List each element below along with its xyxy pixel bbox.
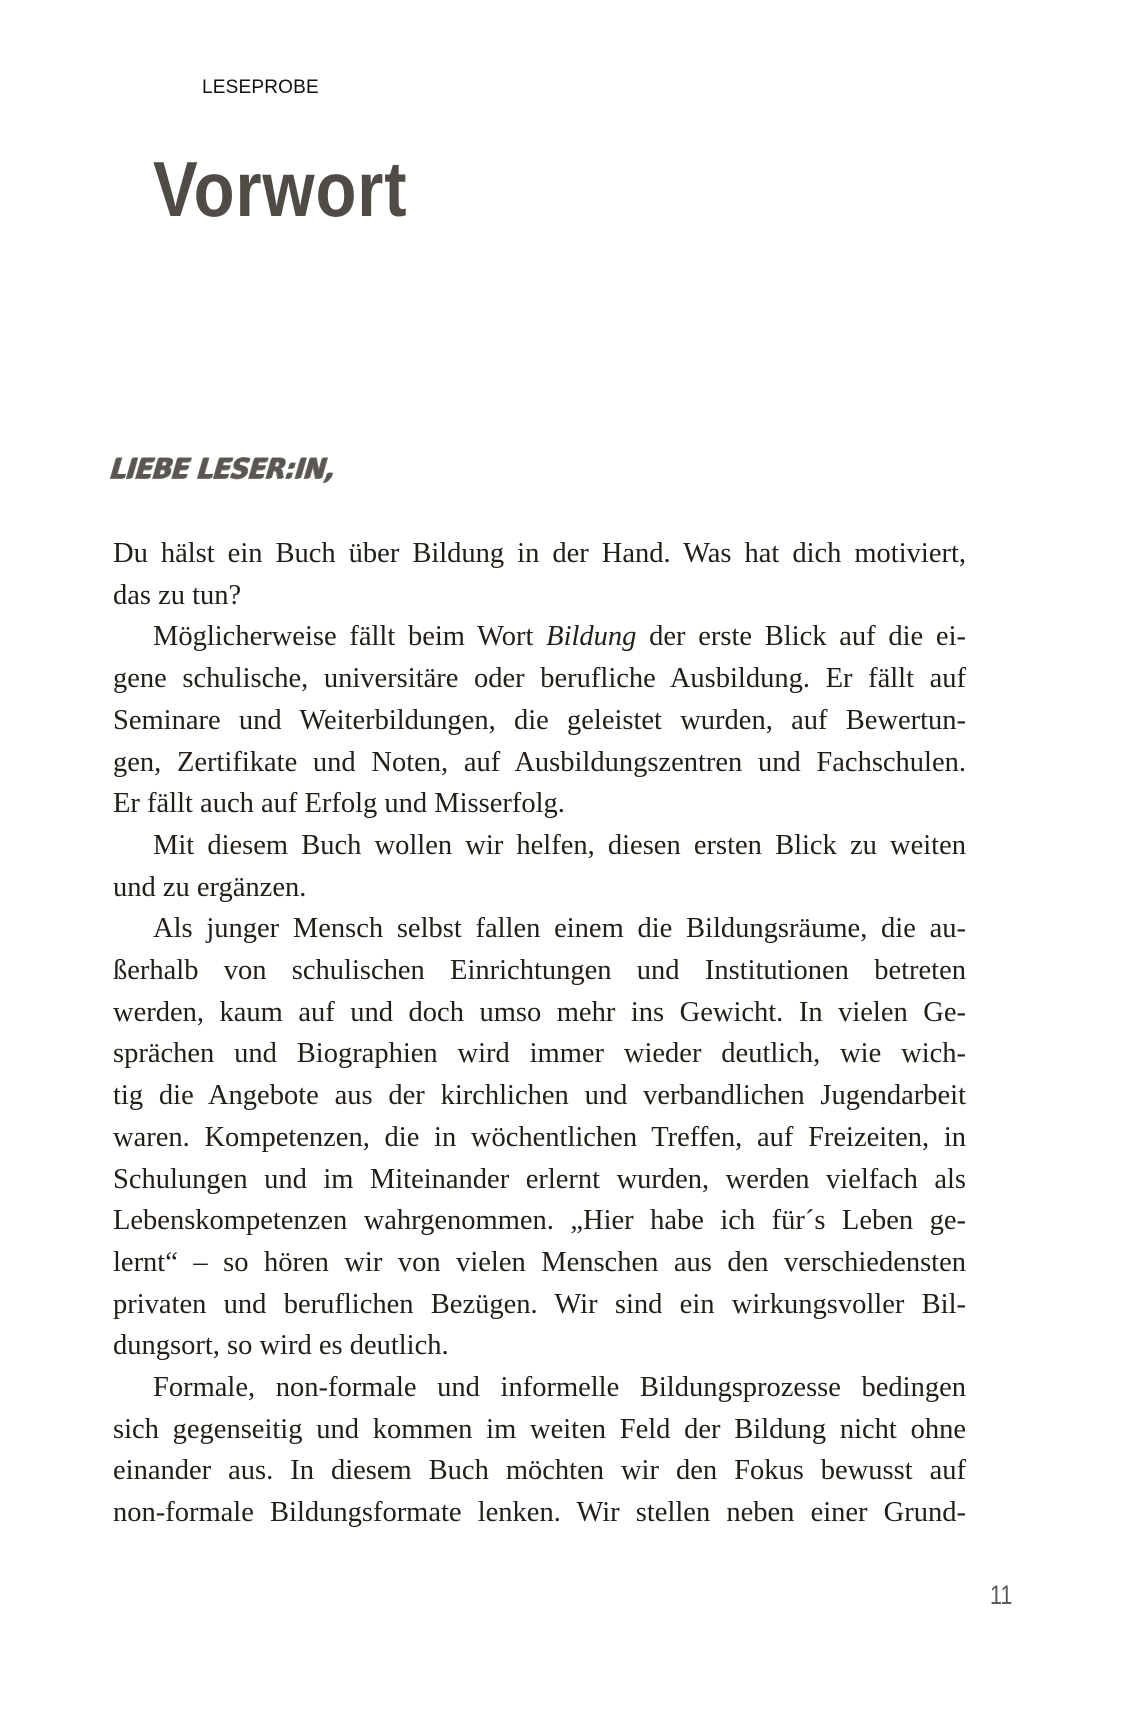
text-line: einander aus. In diesem Buch möchten wir den Fokus bewusst auf <box>113 1455 966 1487</box>
excerpt-label: LESEPROBE <box>202 77 319 98</box>
text-line: Du hälst ein Buch über Bildung in der Hand. Was hat dich motiviert, <box>113 538 966 569</box>
text-line: Mit diesem Buch wollen wir helfen, diesen ersten Blick zu weiten <box>153 829 966 861</box>
text-line: Lebenskompetenzen wahrgenommen. „Hier habe ich für´s Leben ge- <box>113 1205 966 1237</box>
text-line: tig die Angebote aus der kirchlichen und verbandlichen Jugendarbeit <box>113 1080 966 1112</box>
paragraph <box>113 1367 966 1534</box>
text-line: non-formale Bildungsformate lenken. Wir stellen neben einer Grund- <box>113 1497 966 1529</box>
text-line: das zu tun? <box>113 579 242 611</box>
text-line: sich gegenseitig und kommen im weiten Feld der Bildung nicht ohne <box>113 1413 966 1445</box>
text-line: Als junger Mensch selbst fallen einem die Bildungsräume, die au- <box>153 913 966 945</box>
body-text <box>113 533 966 1534</box>
paragraph <box>113 616 966 825</box>
paragraph <box>113 533 966 616</box>
paragraph <box>113 825 966 908</box>
text-line: ßerhalb von schulischen Einrichtungen und Institutionen betreten <box>113 955 966 987</box>
text-line: gene schulische, universitäre oder berufliche Ausbildung. Er fällt auf <box>113 663 966 695</box>
text-line: privaten und beruflichen Bezügen. Wir sind ein wirkungsvoller Bil- <box>113 1288 966 1320</box>
text-line: Er fällt auch auf Erfolg und Misserfolg. <box>113 788 565 820</box>
text-line: Formale, non-formale und informelle Bildungsprozesse bedingen <box>153 1372 966 1404</box>
text-line: gen, Zertifikate und Noten, auf Ausbildungszentren und Fachschulen. <box>113 746 966 778</box>
chapter-title: Vorwort <box>153 145 408 233</box>
paragraph <box>113 908 966 1367</box>
salutation-heading: LIEBE LESER:IN, <box>109 452 338 485</box>
text-line: lernt“ – so hören wir von vielen Menschen aus den verschiedensten <box>113 1246 966 1278</box>
text-line: Seminare und Weiterbildungen, die geleistet wurden, auf Bewertun- <box>113 704 966 736</box>
text-line: waren. Kompetenzen, die in wöchentlichen Treffen, auf Freizeiten, in <box>113 1121 966 1153</box>
text-line: Möglicherweise fällt beim Wort Bildung der erste Blick auf die ei- <box>153 621 966 653</box>
page-number: 11 <box>990 1580 1013 1610</box>
text-line: werden, kaum auf und doch umso mehr ins Gewicht. In vielen Ge- <box>113 996 966 1028</box>
text-line: dungsort, so wird es deutlich. <box>113 1330 449 1362</box>
emphasized-word: Bildung <box>546 621 637 653</box>
text-line: sprächen und Biographien wird immer wieder deutlich, wie wich- <box>113 1038 966 1070</box>
text-line: Schulungen und im Miteinander erlernt wurden, werden vielfach als <box>113 1163 966 1195</box>
text-line: und zu ergänzen. <box>113 871 307 903</box>
